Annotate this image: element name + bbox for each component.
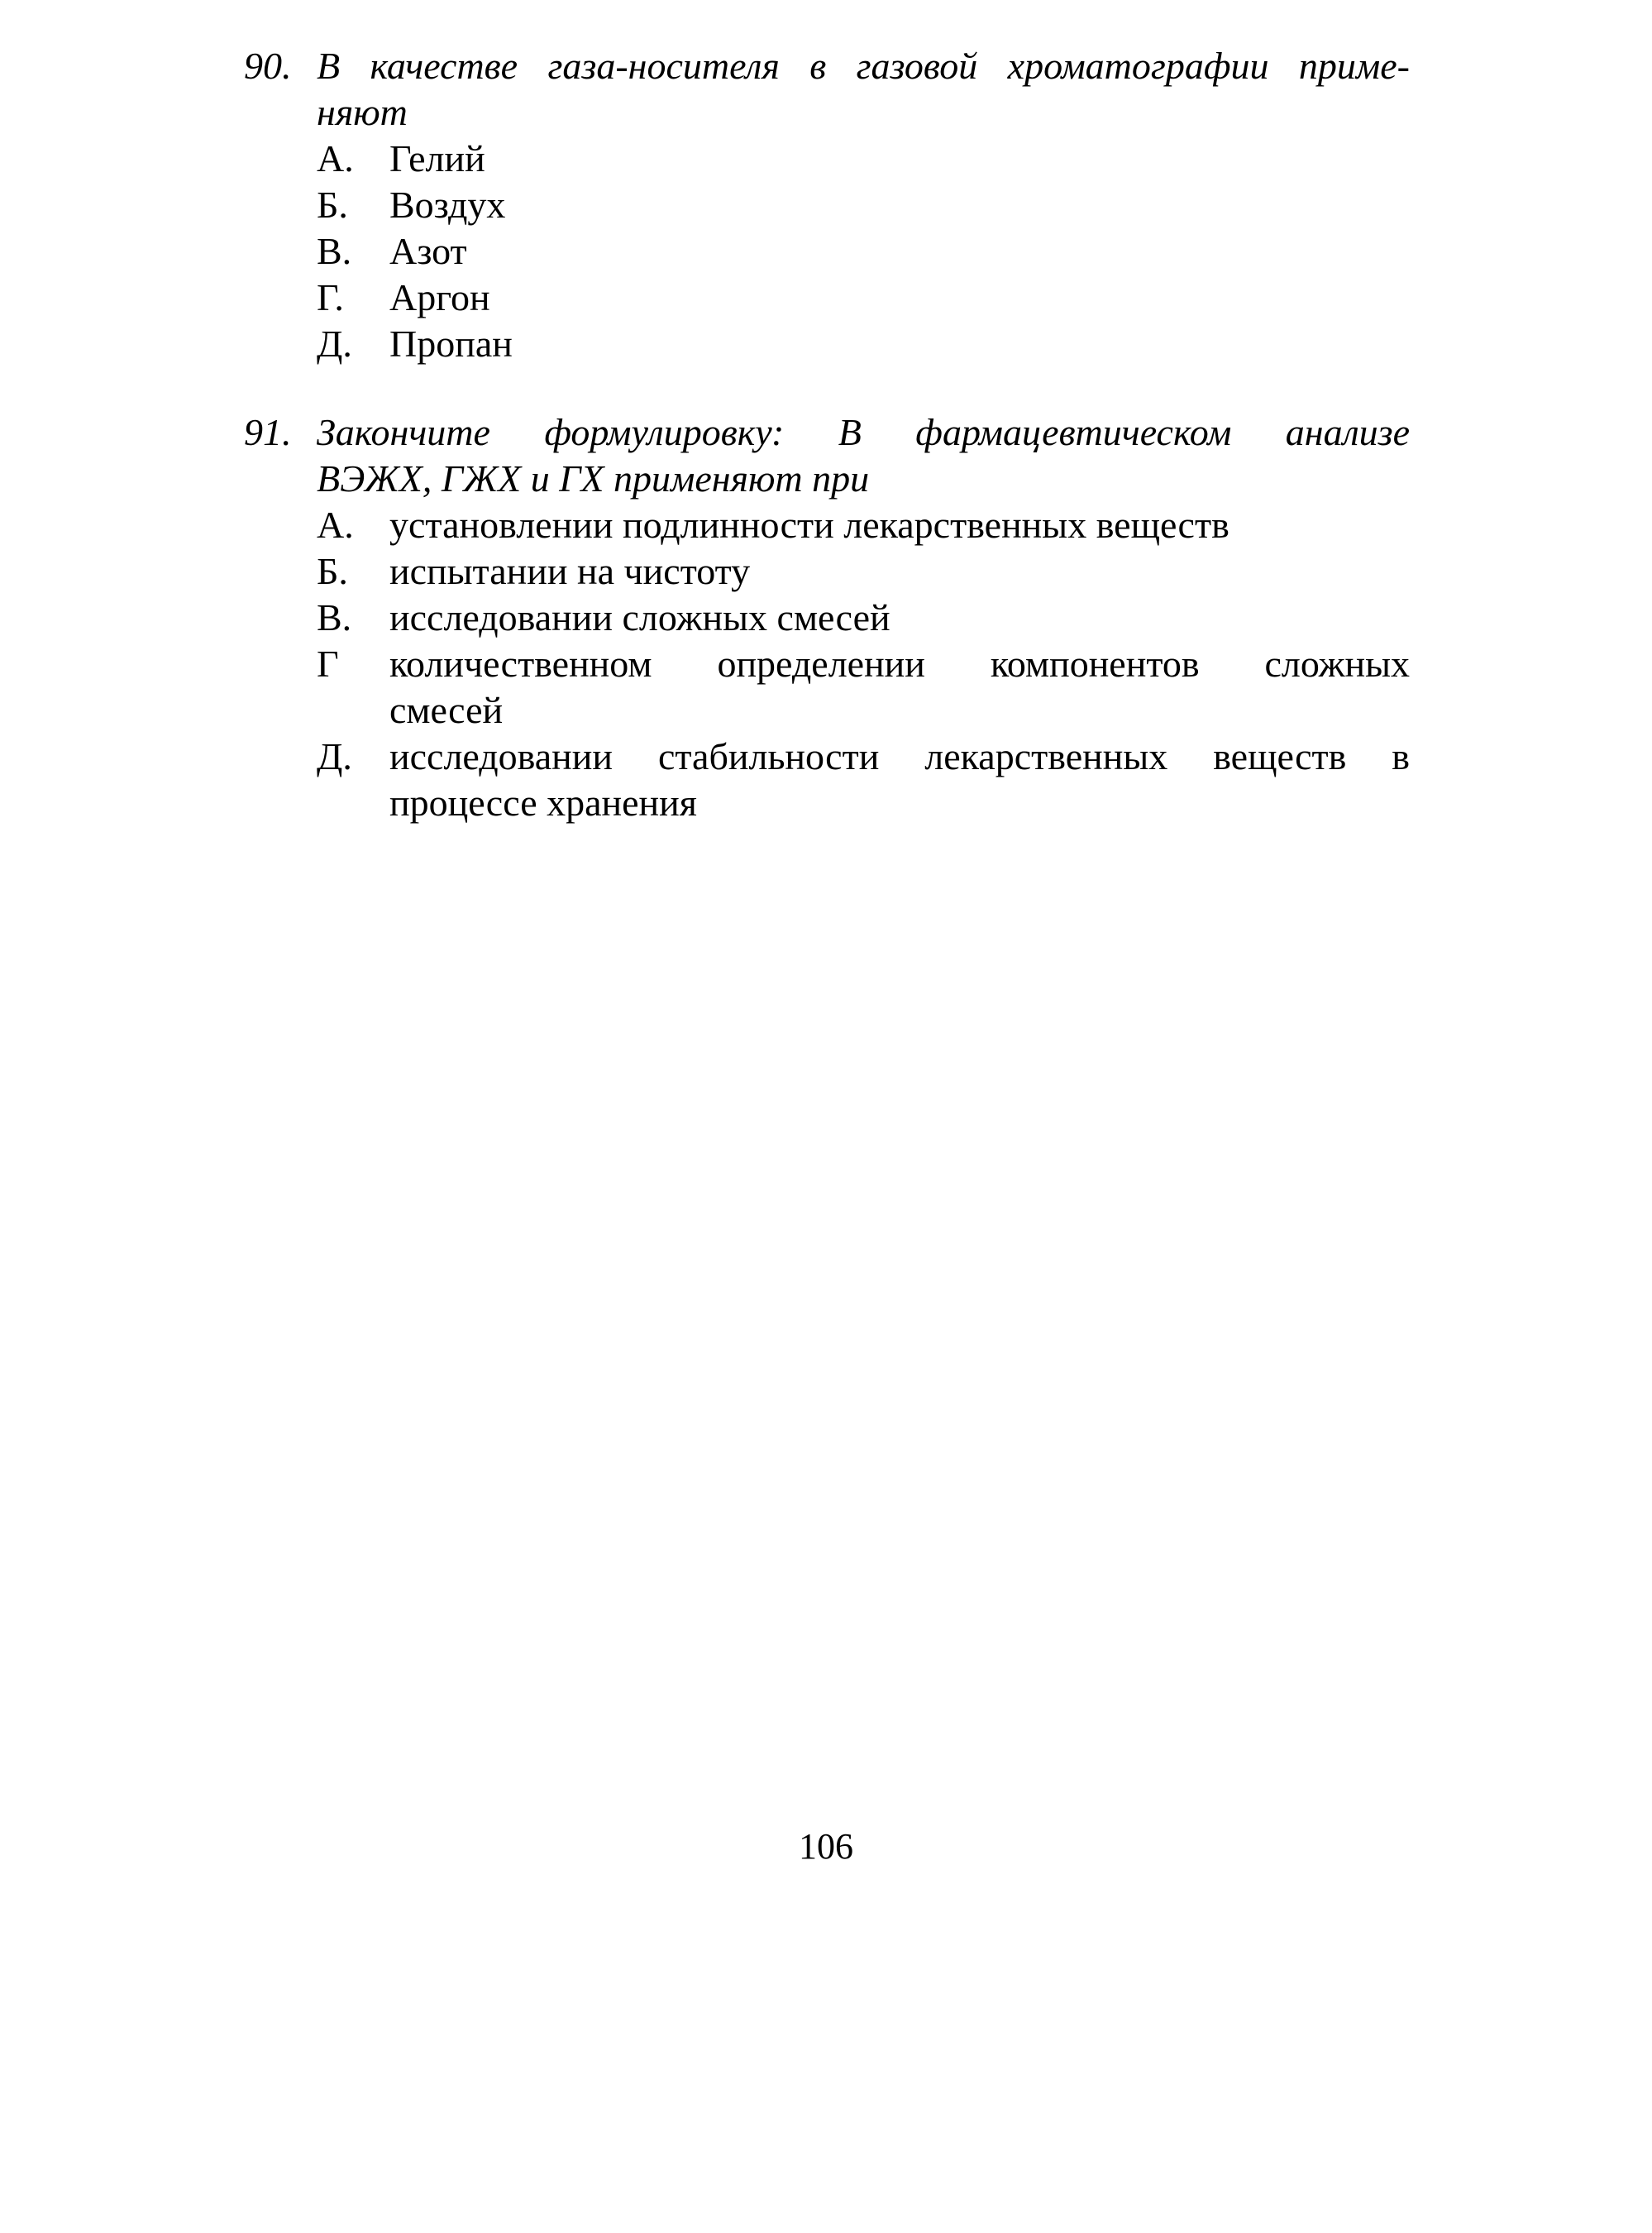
option-text (389, 548, 1410, 595)
question-text-line: В качестве газа-носителя в газовой хроматографии приме- (317, 45, 1410, 87)
answer-options (244, 136, 1410, 367)
option-text (389, 136, 1410, 182)
option-text-line: количественном определении компонентов сложных (389, 643, 1410, 685)
option-text-line: Гелий (389, 137, 485, 179)
question-text-line: няют (317, 91, 408, 133)
option-letter: Д. (317, 735, 352, 777)
option-text-line: исследовании стабильности лекарственных веществ в (389, 735, 1410, 777)
question-text-line: ВЭЖХ, ГЖХ и ГХ применяют при (317, 457, 870, 500)
option-text (389, 734, 1410, 826)
answer-option-d (317, 321, 1410, 367)
option-text (389, 595, 1410, 641)
option-text-line: смесей (389, 689, 504, 731)
option-letter: Д. (317, 323, 352, 365)
option-text (389, 641, 1410, 734)
option-text (389, 275, 1410, 321)
option-text-line: испытании на чистоту (389, 550, 751, 592)
option-text-line: Воздух (389, 184, 506, 226)
question-heading (244, 409, 1410, 502)
question-number: 91. (244, 411, 292, 453)
option-text (389, 228, 1410, 275)
option-letter: А. (317, 137, 354, 179)
question-text (317, 43, 1410, 136)
answer-option-v (317, 595, 1410, 641)
option-text-line: процессе хранения (389, 782, 697, 824)
answer-option-a (317, 136, 1410, 182)
answer-option-a (317, 502, 1410, 548)
answer-option-g (317, 641, 1410, 734)
question-text (317, 409, 1410, 502)
option-letter: А. (317, 504, 354, 546)
option-letter: Б. (317, 184, 348, 226)
option-text (389, 502, 1410, 548)
answer-option-b (317, 548, 1410, 595)
question-text-line: Закончите формулировку: В фармацевтическом анализе (317, 411, 1410, 453)
option-letter: Г (317, 643, 339, 685)
option-text-line: исследовании сложных смесей (389, 596, 890, 638)
question-number: 90. (244, 45, 292, 87)
option-letter: Б. (317, 550, 348, 592)
page-number: 106 (799, 1826, 853, 1867)
question-heading (244, 43, 1410, 136)
answer-option-d (317, 734, 1410, 826)
option-text-line: установлении подлинности лекарственных веществ (389, 504, 1229, 546)
answer-option-v (317, 228, 1410, 275)
option-letter: Г. (317, 276, 344, 318)
answer-option-g (317, 275, 1410, 321)
option-text (389, 321, 1410, 367)
answer-option-b (317, 182, 1410, 228)
answer-options (244, 502, 1410, 826)
option-text-line: Пропан (389, 323, 513, 365)
question-91 (244, 409, 1410, 826)
option-text-line: Азот (389, 230, 467, 272)
option-letter: В. (317, 596, 352, 638)
option-letter: В. (317, 230, 352, 272)
question-90 (244, 43, 1410, 367)
option-text-line: Аргон (389, 276, 490, 318)
option-text (389, 182, 1410, 228)
